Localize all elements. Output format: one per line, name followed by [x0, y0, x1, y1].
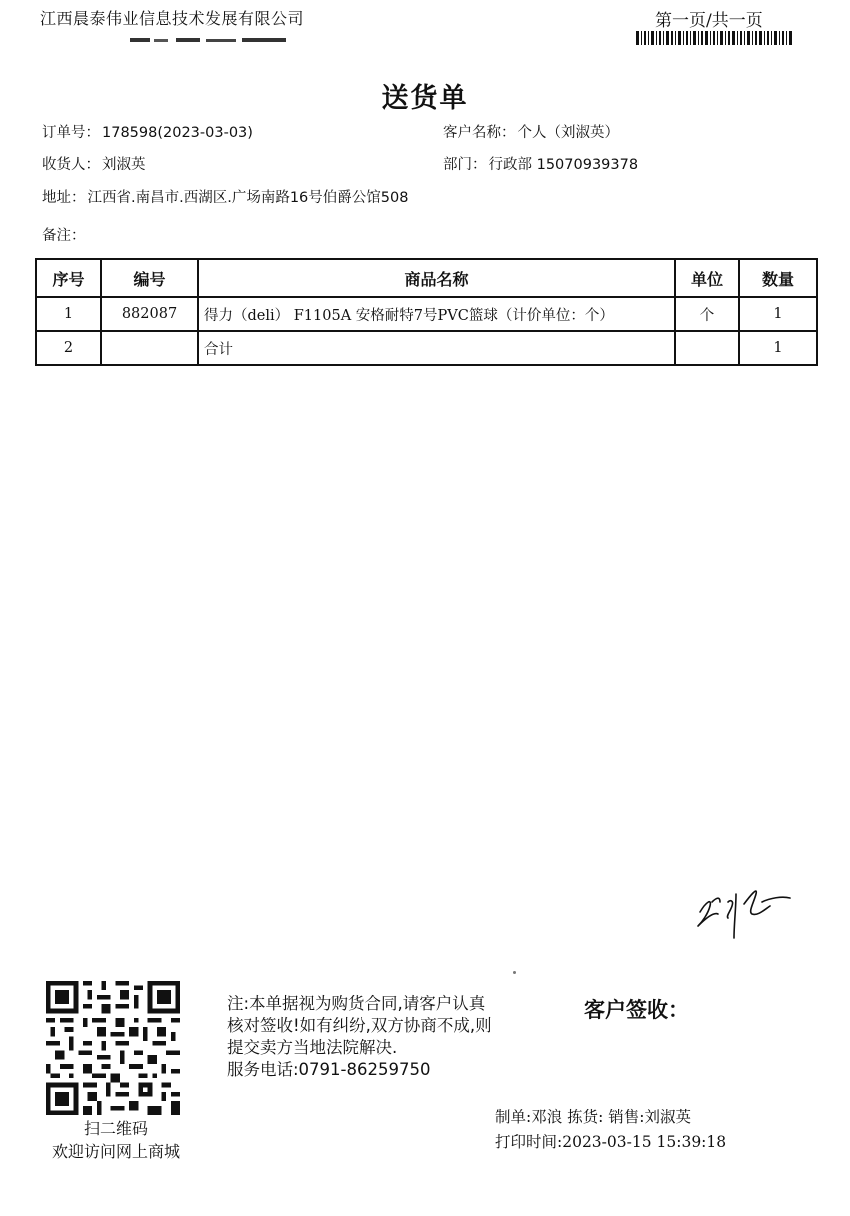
department-value: 行政部 15070939378 — [488, 157, 639, 173]
handwritten-signature — [690, 872, 800, 944]
cell-unit: 个 — [675, 297, 739, 331]
address-value: 江西省.南昌市.西湖区.广场南路16号伯爵公馆508 — [87, 190, 409, 206]
order-number-field — [42, 121, 253, 142]
cell-seq: 1 — [36, 297, 101, 331]
qr-code-icon — [46, 981, 180, 1115]
cell-product-name: 得力（deli） F1105A 安格耐特7号PVC篮球（计价单位：个） — [198, 297, 675, 331]
address-label: 地址： — [42, 190, 86, 206]
qr-caption-line-2: 欢迎访问网上商城 — [51, 1142, 180, 1161]
cell-code — [101, 331, 198, 365]
note-line-2: 核对签收!如有纠纷,双方协商不成,则 — [227, 1016, 492, 1035]
cell-code: 882087 — [101, 297, 198, 331]
speck-mark — [513, 971, 516, 974]
cell-product-name: 合计 — [198, 331, 675, 365]
column-header-product-name: 商品名称 — [198, 259, 675, 297]
address-field — [42, 186, 408, 207]
receiver-label: 收货人： — [42, 157, 100, 173]
company-name: 江西晨泰伟业信息技术发展有限公司 — [40, 9, 305, 28]
barcode-icon — [636, 31, 794, 45]
order-number-value: 178598(2023-03-03) — [102, 125, 253, 141]
staff-info: 制单:邓浪 拣货: 销售:刘淑英 — [495, 1108, 692, 1126]
items-table — [35, 258, 818, 366]
receiver-field — [42, 153, 146, 174]
column-header-seq: 序号 — [36, 259, 101, 297]
note-line-3: 提交卖方当地法院解决. — [227, 1038, 398, 1057]
column-header-quantity: 数量 — [739, 259, 817, 297]
qr-caption-line-1: 扫二维码 — [83, 1119, 148, 1138]
cell-unit — [675, 331, 739, 365]
header-smudge-mark — [130, 37, 290, 43]
receiver-value: 刘淑英 — [102, 157, 146, 173]
print-time: 打印时间:2023-03-15 15:39:18 — [495, 1133, 727, 1151]
contract-note — [227, 993, 557, 1081]
customer-name-label: 客户名称： — [443, 125, 516, 141]
column-header-unit: 单位 — [675, 259, 739, 297]
service-phone: 服务电话:0791-86259750 — [227, 1060, 431, 1079]
remark-label: 备注： — [42, 228, 86, 244]
department-label: 部门： — [443, 157, 487, 173]
order-number-label: 订单号： — [42, 125, 100, 141]
table-row — [36, 331, 817, 365]
page-indicator: 第一页/共一页 — [655, 11, 763, 31]
cell-quantity: 1 — [739, 331, 817, 365]
customer-sign-label: 客户签收： — [584, 998, 689, 1022]
cell-quantity: 1 — [739, 297, 817, 331]
department-field — [443, 153, 638, 174]
cell-seq: 2 — [36, 331, 101, 365]
customer-name-field — [443, 121, 619, 142]
customer-name-value: 个人（刘淑英） — [517, 125, 619, 141]
note-line-1: 注:本单据视为购货合同,请客户认真 — [227, 994, 486, 1013]
table-row — [36, 297, 817, 331]
column-header-code: 编号 — [101, 259, 198, 297]
remark-field — [42, 224, 88, 245]
table-header-row — [36, 259, 817, 297]
document-title: 送货单 — [381, 83, 469, 114]
